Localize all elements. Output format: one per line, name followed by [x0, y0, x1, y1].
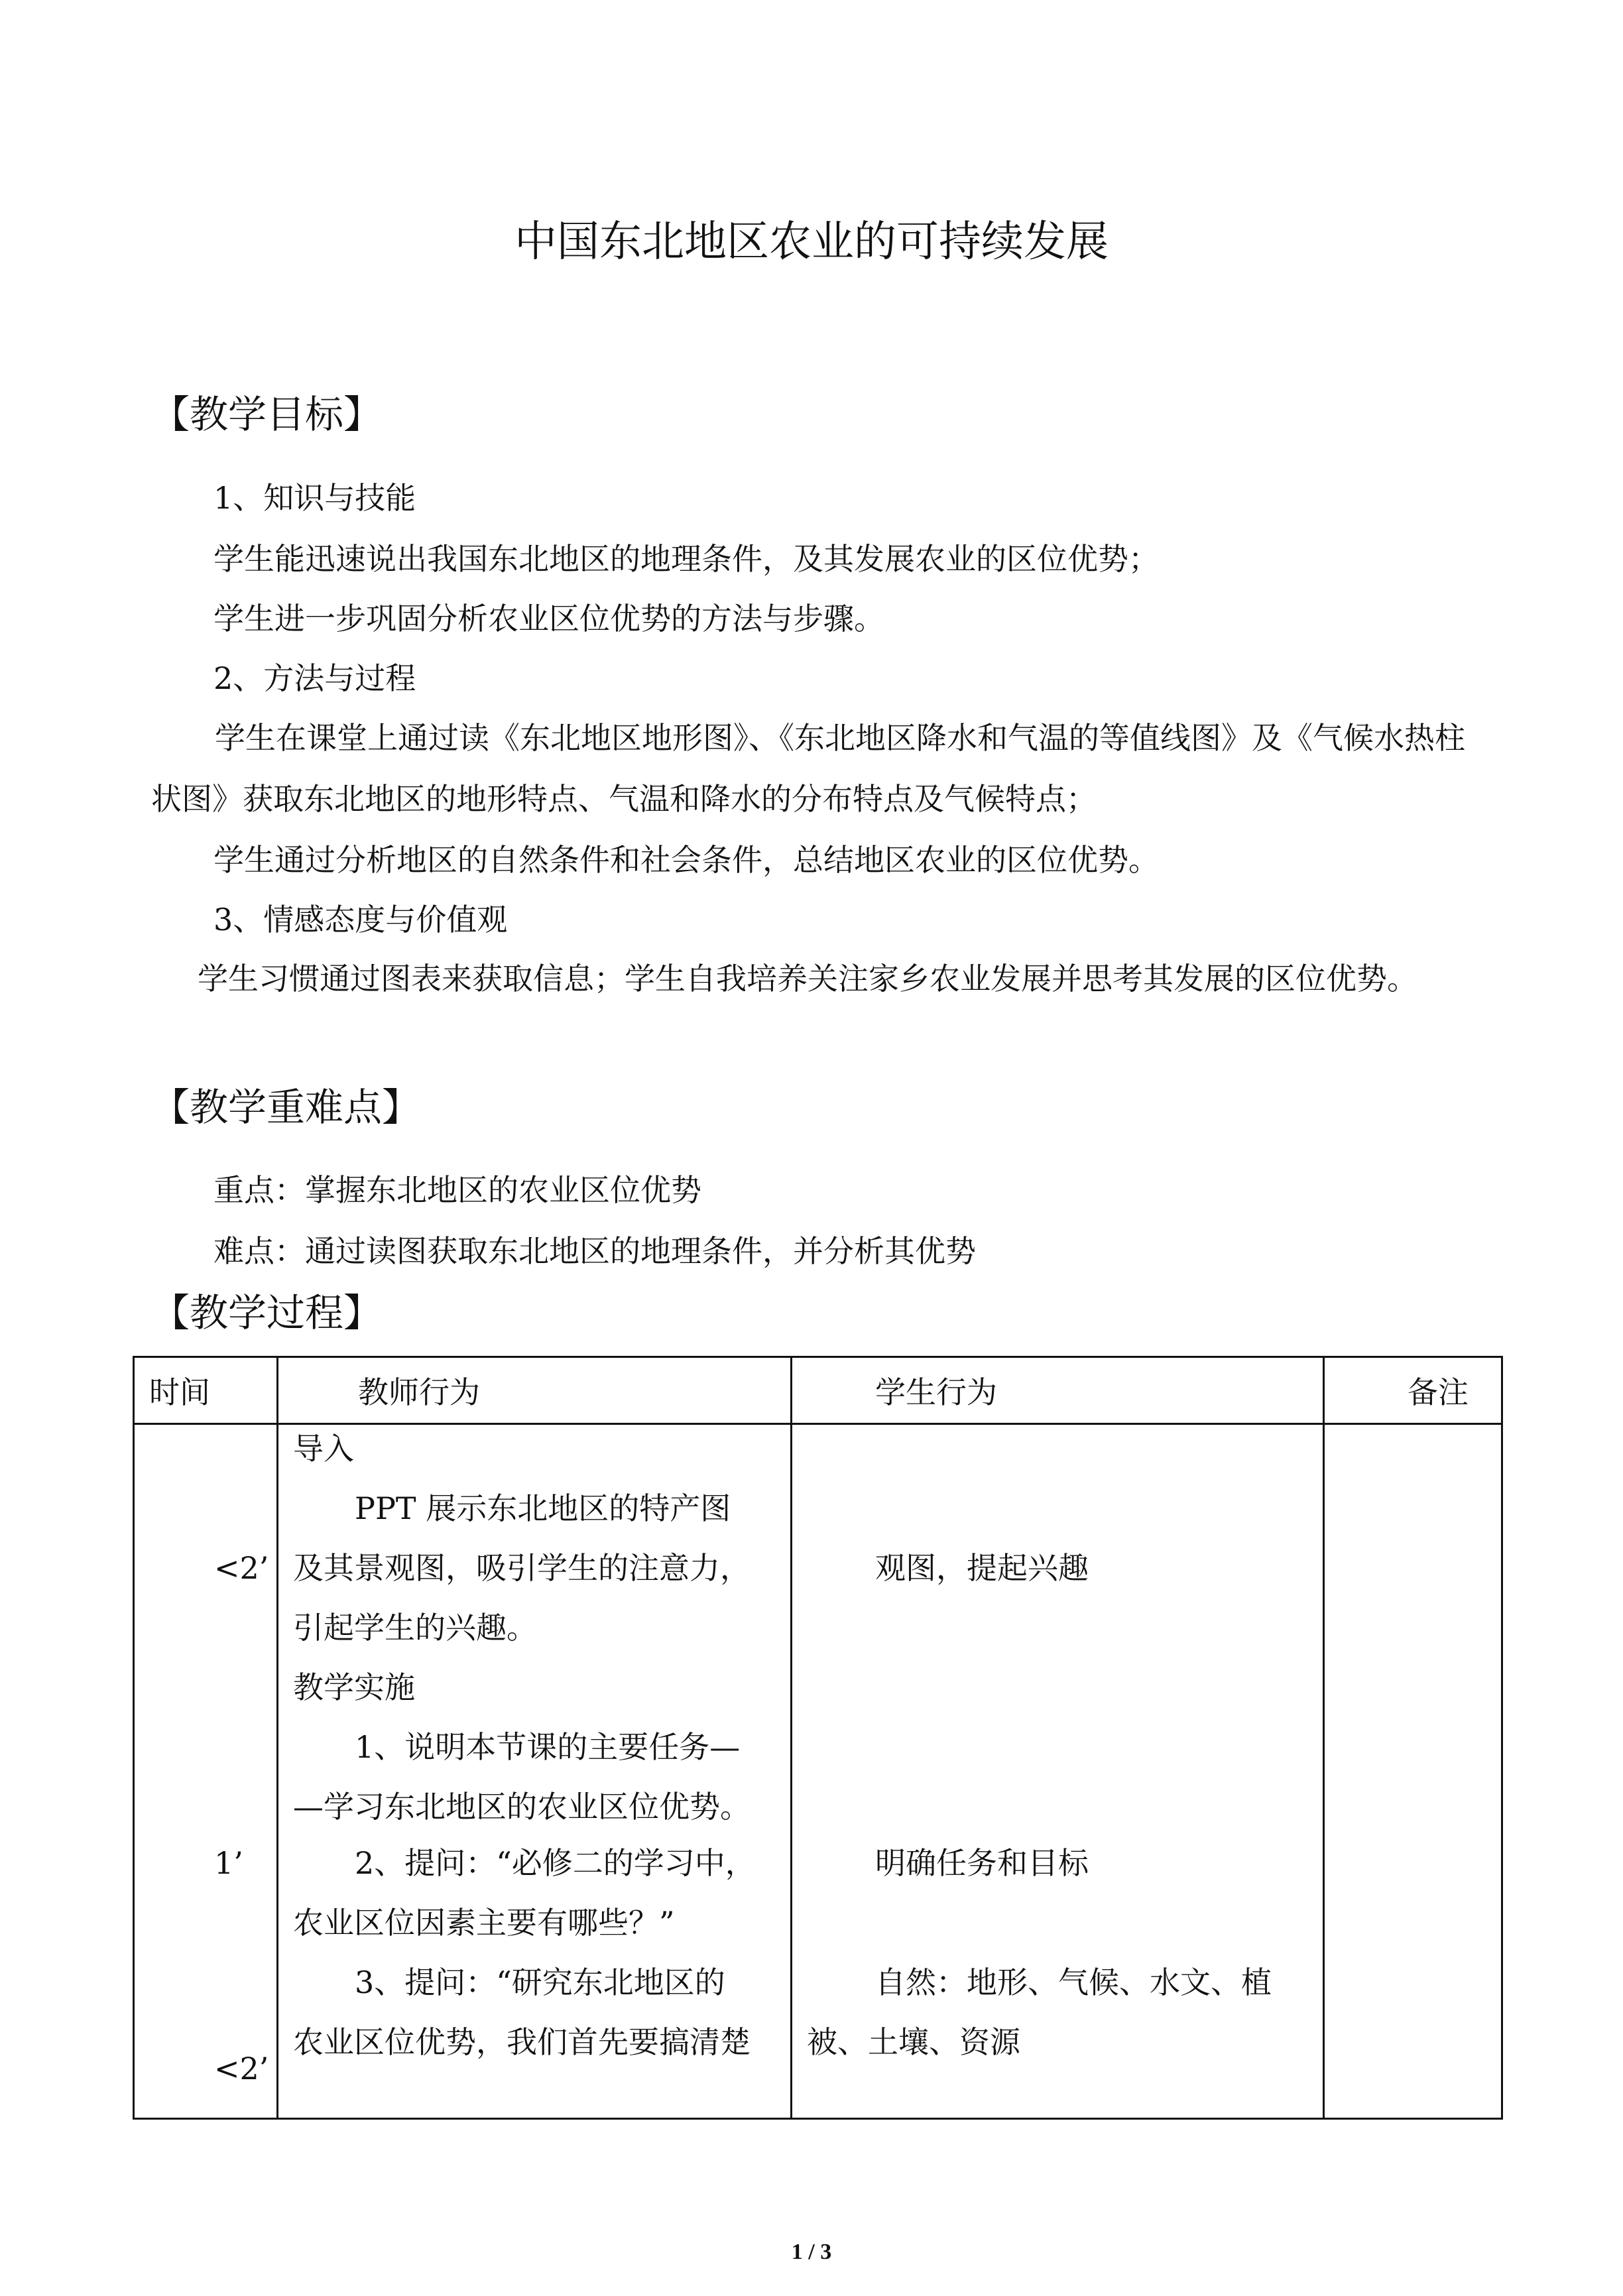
teacher-line: 引起学生的兴趣。 — [293, 1610, 537, 1646]
column-header-time: 时间 — [134, 1357, 278, 1424]
page-number: 1 / 3 — [791, 2240, 832, 2264]
column-header-notes: 备注 — [1324, 1357, 1502, 1424]
column-header-teacher: 教师行为 — [278, 1357, 792, 1424]
key-point-focus: 重点：掌握东北地区的农业区位优势 — [213, 1172, 701, 1208]
notes-cell — [1324, 1424, 1502, 2119]
student-line: 自然：地形、气候、水文、植 — [875, 1964, 1272, 2000]
objective-3-paragraph-1: 学生习惯通过图表来获取信息；学生自我培养关注家乡农业发展并思考其发展的区位优势。 — [198, 961, 1417, 997]
section-heading-process: 【教学过程】 — [151, 1290, 383, 1335]
section-heading-key-points: 【教学重难点】 — [151, 1085, 421, 1130]
teacher-line: 3、提问：“研究东北地区的 — [355, 1964, 725, 2000]
objective-2-title: 2、方法与过程 — [213, 660, 416, 696]
objective-1-paragraph-2: 学生进一步巩固分析农业区位优势的方法与步骤。 — [213, 601, 884, 636]
teacher-line: 1、说明本节课的主要任务— — [355, 1729, 741, 1765]
objective-2-paragraph-2: 学生通过分析地区的自然条件和社会条件，总结地区农业的区位优势。 — [213, 842, 1159, 878]
key-point-difficulty: 难点：通过读图获取东北地区的地理条件，并分析其优势 — [213, 1233, 976, 1269]
teacher-cell — [278, 1424, 792, 2119]
objective-2-paragraph-1: 学生在课堂上通过读《东北地区地形图》、《东北地区降水和气温的等值线图》及《气候水热柱状图》获取东北地区的地形特点、气温和降水的分布特点及气候特点； — [151, 720, 1465, 817]
table-header-row — [134, 1357, 1502, 1424]
teacher-line: 教学实施 — [293, 1669, 415, 1705]
time-cell — [134, 1424, 278, 2119]
objective-3-title: 3、情感态度与价值观 — [213, 902, 508, 937]
time-entry: <2’ — [214, 1550, 269, 1586]
table-row — [134, 1424, 1502, 2119]
section-heading-objectives: 【教学目标】 — [151, 392, 383, 437]
objective-1-paragraph-1: 学生能迅速说出我国东北地区的地理条件，及其发展农业的区位优势； — [213, 541, 1159, 577]
document-title: 中国东北地区农业的可持续发展 — [514, 217, 1109, 267]
objective-1-title: 1、知识与技能 — [213, 480, 416, 516]
teacher-line: 农业区位优势，我们首先要搞清楚 — [293, 2024, 751, 2060]
teacher-line: 农业区位因素主要有哪些？” — [293, 1905, 675, 1941]
student-line: 被、土壤、资源 — [807, 2024, 1020, 2060]
teacher-line: PPT 展示东北地区的特产图 — [355, 1490, 731, 1526]
time-entry: <2’ — [214, 2051, 269, 2086]
student-line: 明确任务和目标 — [875, 1845, 1089, 1881]
student-cell — [792, 1424, 1324, 2119]
teacher-line: 导入 — [293, 1431, 354, 1467]
student-line: 观图，提起兴趣 — [875, 1550, 1089, 1586]
column-header-student: 学生行为 — [792, 1357, 1324, 1424]
time-entry: 1’ — [214, 1845, 243, 1881]
teacher-line: —学习东北地区的农业区位优势。 — [293, 1789, 751, 1825]
teacher-line: 2、提问：“必修二的学习中， — [355, 1845, 756, 1881]
teacher-line: 及其景观图，吸引学生的注意力， — [293, 1550, 751, 1586]
process-table — [133, 1356, 1503, 2120]
